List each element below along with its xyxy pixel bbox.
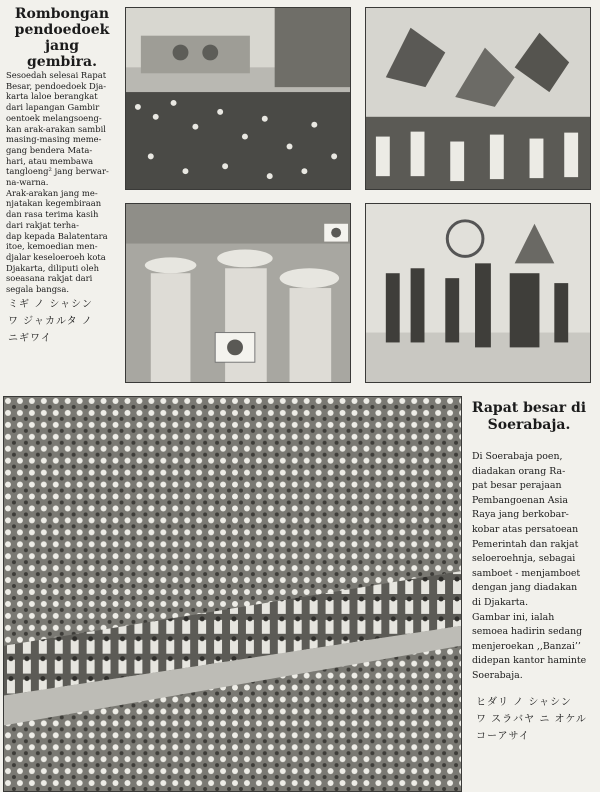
top-caption-body: Sesoedah selesai Rapat Besar, pendoedoek Dja- karta laloe berangkat dari lapangan Gambir oentoek melangsoeng- kan arak-arakan sambil masing-masing meme- gang bendera Mata- hari, atau membawa tangloeng² jang berwar- na-warna. Arak-arakan jang me- njatakan kegembiraan dan rasa terima kasih dari rakjat terha- dap kepada Balatentara itoe, kemoedian men- djalar keseloeroeh kota Djakarta, diliputi oleh soeasana rakjat dari segala bangsa. bbox=[6, 70, 109, 295]
bottom-caption-kana: ヒダリ ノ シャシン ワ スラバヤ ニ オケル コーアサイ bbox=[476, 697, 587, 742]
top-caption-kana: ミギ ノ シャシン ワ ジャカルタ ノ ニギワイ bbox=[8, 299, 93, 344]
photo-crowd-gate bbox=[125, 7, 351, 190]
top-caption-title: Rombongan pendoedoek jang gembira. bbox=[14, 6, 110, 70]
photo-surabaya-rally bbox=[3, 396, 462, 792]
bottom-caption-title: Rapat besar di Soerabaja. bbox=[471, 400, 587, 433]
photo-parade-floats bbox=[365, 7, 591, 190]
photo-costumed-dancers bbox=[365, 203, 591, 383]
photo-women-flags bbox=[125, 203, 351, 383]
bottom-caption-body: Di Soerabaja poen, diadakan orang Ra- pat besar perajaan Pembangoenan Asia Raya jang berkobar- kobar atas persatoean Pemerintah dan rakjat seloeroehnja, sebagai samboet - menjamboet dengan jang diadakan di Djakarta. Gambar ini, ialah semoea hadirin sedang menjeroekan ,,Banzai’’ didepan kantor haminte Soerabaja. bbox=[472, 451, 587, 681]
